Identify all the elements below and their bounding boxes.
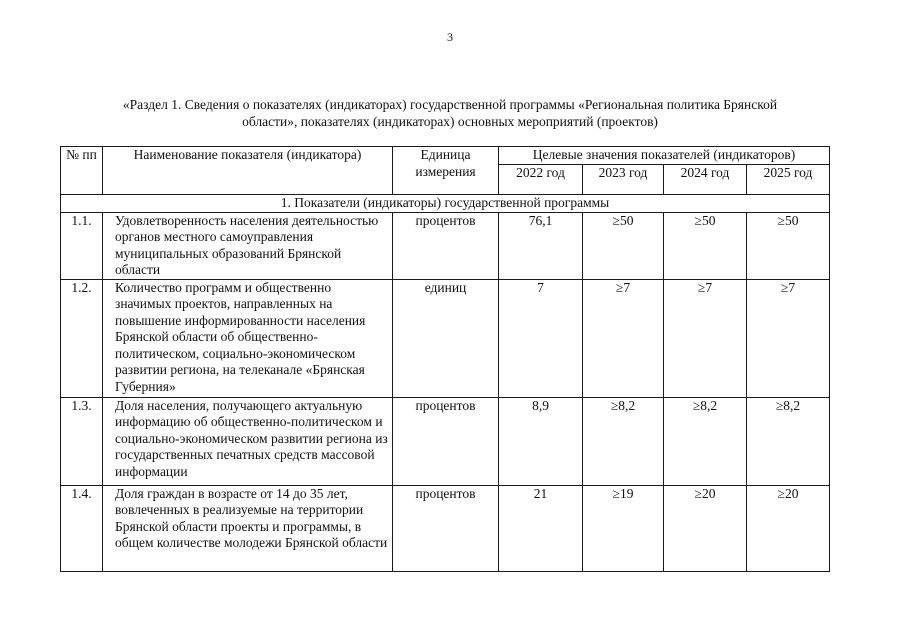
row-num: 1.4.: [61, 485, 103, 571]
section-heading: [60, 96, 840, 130]
header-year: 2025 год: [747, 165, 830, 195]
row-value-2022: 76,1: [499, 212, 583, 279]
section-heading-line-2: области», показателях (индикаторах) основных мероприятий (проектов): [242, 114, 658, 129]
indicators-table: [60, 146, 830, 572]
row-value-2024: ≥8,2: [664, 397, 747, 485]
row-unit: процентов: [393, 485, 499, 571]
header-year: 2022 год: [499, 165, 583, 195]
row-value-2023: ≥8,2: [583, 397, 664, 485]
row-num: 1.3.: [61, 397, 103, 485]
row-unit: единиц: [393, 279, 499, 397]
header-unit: Единица измерения: [393, 147, 499, 195]
row-unit: процентов: [393, 212, 499, 279]
row-indicator-name: Доля населения, получающего актуальную информацию об общественно-политическом и социально-экономическом развитии региона из государственных печатных средств массовой информации: [103, 397, 393, 485]
table-row: [61, 397, 830, 485]
row-num: 1.1.: [61, 212, 103, 279]
section-row-title: 1. Показатели (индикаторы) государственной программы: [61, 195, 830, 213]
table-row: [61, 279, 830, 397]
row-value-2025: ≥8,2: [747, 397, 830, 485]
row-num: 1.2.: [61, 279, 103, 397]
row-value-2022: 21: [499, 485, 583, 571]
header-year: 2023 год: [583, 165, 664, 195]
row-value-2023: ≥19: [583, 485, 664, 571]
header-year: 2024 год: [664, 165, 747, 195]
table-row: [61, 485, 830, 571]
header-targets: Целевые значения показателей (индикаторов): [499, 147, 830, 165]
table-row: [61, 212, 830, 279]
page-number: 3: [447, 30, 453, 44]
row-value-2025: ≥20: [747, 485, 830, 571]
section-heading-line-1: «Раздел 1. Сведения о показателях (индикаторах) государственной программы «Региональная политика Брянской: [122, 97, 778, 112]
row-value-2025: ≥50: [747, 212, 830, 279]
row-value-2024: ≥7: [664, 279, 747, 397]
row-indicator-name: Доля граждан в возрасте от 14 до 35 лет, вовлеченных в реализуемые на территории Брянской области проекты и программы, в общем количестве молодежи Брянской области: [103, 485, 393, 571]
header-num: № пп: [61, 147, 103, 195]
header-name: Наименование показателя (индикатора): [103, 147, 393, 195]
row-value-2025: ≥7: [747, 279, 830, 397]
row-indicator-name: Удовлетворенность населения деятельностью органов местного самоуправления муниципальных образований Брянской области: [103, 212, 393, 279]
row-value-2023: ≥50: [583, 212, 664, 279]
row-value-2024: ≥50: [664, 212, 747, 279]
row-unit: процентов: [393, 397, 499, 485]
row-value-2022: 7: [499, 279, 583, 397]
row-value-2024: ≥20: [664, 485, 747, 571]
row-indicator-name: Количество программ и общественно значимых проектов, направленных на повышение информированности населения Брянской области об общественно-политическом, социально-экономическом развитии региона, на телеканале «Брянская Губерния»: [103, 279, 393, 397]
row-value-2023: ≥7: [583, 279, 664, 397]
row-value-2022: 8,9: [499, 397, 583, 485]
